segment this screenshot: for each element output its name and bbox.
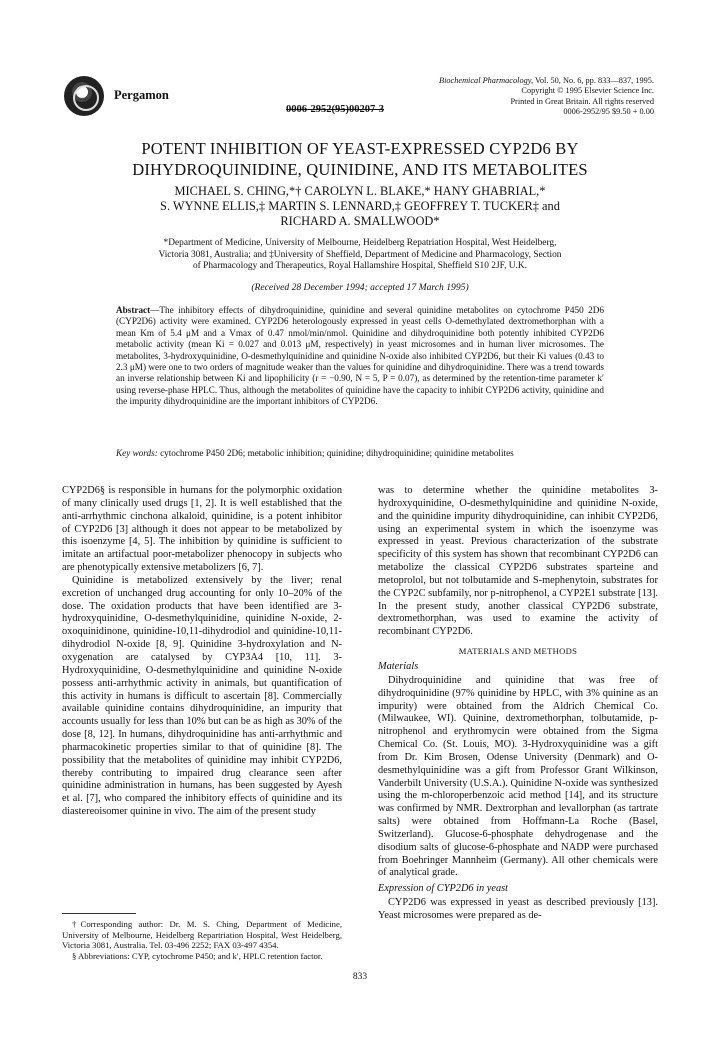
authors-line-3: RICHARD A. SMALLWOOD* xyxy=(280,214,440,228)
keywords-label: Key words: xyxy=(116,448,158,458)
footnotes xyxy=(62,919,342,961)
authors-line-1: MICHAEL S. CHING,*† CAROLYN L. BLAKE,* HANY GHABRIAL,* xyxy=(174,184,546,198)
materials-paragraph: Dihydroquinidine and quinidine that was free of dihydroquinidine (97% quinidine by HPLC, with 3% quinine as an impurity) were obtained from the Aldrich Chemical Co. (Milwaukee, WI). Quinine, dextromethorphan, tolbutamide, p-nitrophenol and erythromycin were obtained from the Sigma Chemical Co. (St. Louis, MO). 3-Hydroxyquinidine was a gift from Dr. Kim Brosen, Odense University (Denmark) and O-desmethylquinidine was a gift from Professor Grant Wilkinson, Vanderbilt University (U.S.A.). Quinidine N-oxide was synthesized using the m-chloroperbenzoic acid method [14], and its structure was confirmed by NMR. Dextrorphan and levallorphan (as tartrate salts) were obtained from Hoffmann-La Roche (Basel, Switzerland). Glucose-6-phosphate dehydrogenase and the disodium salts of glucose-6-phosphate and NADP were purchased from Boehringer Mannheim (Germany). All other chemicals were of analytical grade. xyxy=(378,674,658,879)
intro-paragraph-3: was to determine whether the quinidine metabolites 3-hydroxyquinidine, O-desmethylquinidine and quinidine N-oxide, and the quinidine impurity dihydroquinidine, can inhibit CYP2D6, using an experimental system in which the isoenzyme was expressed in yeast. Previous characterization of the substrate specificity of this system has shown that recombinant CYP2D6 can metabolize the classical CYP2D6 substrates sparteine and metoprolol, but not tolbutamide and S-mephenytoin, substrates for the CYP2C subfamily, nor p-nitrophenol, a CYP2E1 substrate [13]. In the present study, another classical CYP2D6 substrate, dextromethorphan, was used to examine the activity of recombinant CYP2D6. xyxy=(378,485,658,638)
right-column xyxy=(378,485,658,923)
affiliation-line-1: *Department of Medicine, University of Melbourne, Heidelberg Repatriation Hospital, West Heidelberg, xyxy=(163,238,557,248)
authors-line-2: S. WYNNE ELLIS,‡ MARTIN S. LENNARD,‡ GEOFFREY T. TUCKER‡ and xyxy=(160,199,560,213)
title-line-2: DIHYDROQUINIDINE, QUINIDINE, AND ITS METABOLITES xyxy=(132,160,588,179)
expression-paragraph: CYP2D6 was expressed in yeast as described previously [13]. Yeast microsomes were prepared as de- xyxy=(378,897,658,921)
author-list xyxy=(60,184,660,229)
footnote-rule xyxy=(62,913,136,914)
affiliations xyxy=(96,238,624,273)
doi-line xyxy=(286,104,384,115)
footnote-abbreviations: § Abbreviations: CYP, cytochrome P450; and k′, HPLC retention factor. xyxy=(72,950,323,961)
price-line: 0006-2952/95 $9.50 + 0.00 xyxy=(563,107,654,117)
subheading-expression: Expression of CYP2D6 in yeast xyxy=(378,883,509,895)
section-heading: MATERIALS AND METHODS xyxy=(458,646,578,657)
intro-paragraph-2: Quinidine is metabolized extensively by the liver; renal excretion of unchanged drug accounting for only 10–20% of the dose. The oxidation products that have been identified are 3-hydroxyquinidine, O-desmethylquinidine, quinidine N-oxide, 2-oxoquinidinone, quinidine-10,11-dihydrodiol and quinidine-10,11-dihydrodiol N-oxide [8, 9]. Quinidine 3-hydroxylation and N-oxygenation are catalysed by CYP3A4 [10, 11]. 3-Hydroxyquinidine, O-desmethylquinidine and quinidine N-oxide possess anti-arrhythmic activity in animals, but quantification of this activity in humans is difficult to ascertain [8]. Commercially available quinidine contains dihydroquinidine, an impurity that accounts usually for less than 10% but can be as high as 30% of the dose [8, 12]. In humans, dihydroquinidine has anti-arrhythmic and pharmacokinetic properties similar to that of quinidine [8]. The possibility that the metabolites of quinidine may inhibit CYP2D6, thereby contributing to impaired drug clearance seen after quinidine administration in humans, has been suggested by Ayesh et al. [7], who compared the inhibitory effects of quinidine and its diastereoisomer quinine in vivo. The aim of the present study xyxy=(62,574,342,818)
publisher-name: Pergamon xyxy=(114,88,169,102)
article-title xyxy=(60,138,660,180)
keywords-text: cytochrome P450 2D6; metabolic inhibition; quinidine; dihydroquinidine; quinidine metabolites xyxy=(157,448,514,458)
journal-volume: Vol. 50, No. 6, pp. 833—837, 1995. xyxy=(534,76,654,85)
doi-text: 0006-2952(95)00207-3 xyxy=(286,104,384,115)
affiliation-line-3: of Pharmacology and Therapeutics, Royal Hallamshire Hospital, Sheffield S10 2JF, U.K. xyxy=(192,261,527,272)
footnote-corresponding-author: †Corresponding author: Dr. M. S. Ching, Department of Medicine, University of Melbourne, Heidelberg Repartriation Hospital, West Heidelberg, Victoria 3081, Australia. Tel. 03-496 2252; FAX 03-497 4354. xyxy=(62,919,342,951)
printed-line: Printed in Great Britain. All rights reserved xyxy=(510,96,654,106)
received-dates: (Received 28 December 1994; accepted 17 March 1995) xyxy=(251,282,469,293)
intro-paragraph-1: CYP2D6§ is responsible in humans for the polymorphic oxidation of many clinically used drugs [1, 2]. It is well established that the anti-arrhythmic cinchona alkaloid, quinidine, is a potent inhibitor of CYP2D6 [3] although it does not appear to be metabolized by this isoenzyme [4, 5]. The inhibition by quinidine is sufficient to imitate an artifactual poor-metabolizer phenocopy in subjects who are phenotypically extensive metabolizers [6, 7]. xyxy=(62,485,342,574)
pergamon-logo-icon xyxy=(64,76,104,116)
left-column xyxy=(62,485,342,819)
abstract-label: Abstract xyxy=(116,305,151,315)
abstract-text: —The inhibitory effects of dihydroquinidine, quinidine and several quinidine metabolites on cytochrome P450 2D6 (CYP2D6) activity were examined. CYP2D6 heterologously expressed in yeast cells O-demethylated dextromethorphan with a mean Km of 5.4 μM and a Vmax of 0.47 nmol/min/nmol. Quinidine and dihydroquinidine both potently inhibited CYP2D6 metabolic activity (mean Ki = 0.027 and 0.013 μM, respectively) in yeast microsomes and in human liver microsomes. The metabolites, 3-hydroxyquinidine, O-desmethylquinidine and quinidine N-oxide also inhibited CYP2D6, but their Ki values (0.43 to 2.3 μM) were one to two orders of magnitude weaker than the values for quinidine and dihydroquinidine. There was a trend towards an inverse relationship between Ki and lipophilicity (r = −0.90, N = 5, P = 0.07), as determined by the retention-time parameter k′ using reverse-phase HPLC. Thus, although the metabolites of quinidine have the capacity to inhibit CYP2D6 activity, quinidine and the impurity dihydroquinidine are the important inhibitors of CYP2D6. xyxy=(116,305,604,407)
copyright-line: Copyright © 1995 Elsevier Science Inc. xyxy=(521,86,654,96)
title-line-1: POTENT INHIBITION OF YEAST-EXPRESSED CYP2D6 BY xyxy=(141,139,579,158)
affiliation-line-2: Victoria 3081, Australia; and ‡University of Sheffield, Department of Medicine and Pharmacology, Section xyxy=(158,249,562,260)
journal-title: Biochemical Pharmacology, xyxy=(439,76,534,85)
keywords xyxy=(116,448,616,458)
page-number: 833 xyxy=(352,972,368,982)
abstract xyxy=(116,305,604,408)
subheading-materials: Materials xyxy=(378,660,419,672)
journal-citation xyxy=(374,76,654,86)
journal-info xyxy=(374,76,654,118)
